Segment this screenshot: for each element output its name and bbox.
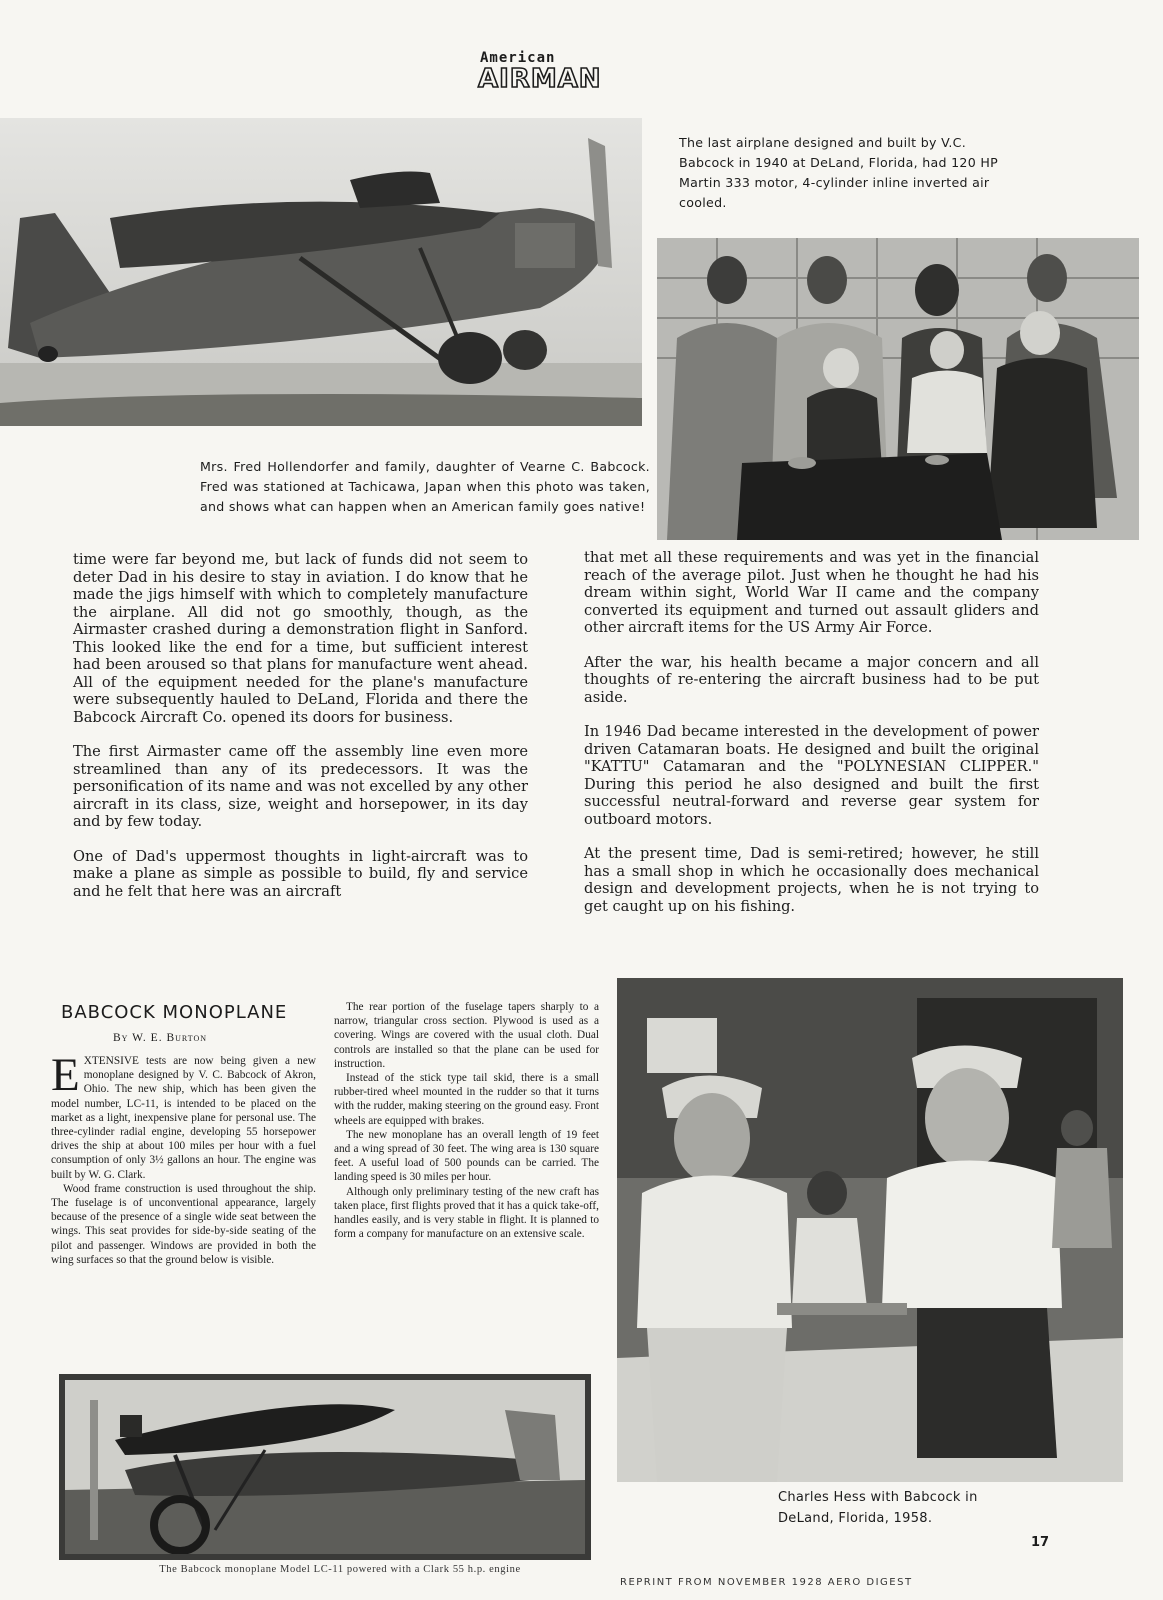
reprint-paragraph: Wood frame construction is used throughout the ship. The fuselage is of unconventional appearance, largely because of the presence of a single wide seat between the wings. This seat provides for side-by-side seating of the pilot and passenger. Windows are provided in both the wing surfaces so that the ground below is visible.: [51, 1182, 316, 1266]
reprint-paragraph: [51, 1049, 316, 1182]
reprint-paragraph: Although only preliminary testing of the new craft has taken place, first flights proved that it has a quick take-off, handles easily, and is very stable in flight. It is planned to form a company for manufacture on an extensive scale.: [334, 1185, 599, 1241]
caption-monoplane: The Babcock monoplane Model LC-11 powered with a Clark 55 h.p. engine: [159, 1564, 521, 1575]
reprint-column-right: [334, 1000, 599, 1241]
photo-hollendorfer-family: [657, 238, 1139, 540]
reprint-paragraph: The rear portion of the fuselage tapers sharply to a narrow, triangular cross section. Plywood is used as a covering. Wings are covered with the usual cloth. Dual controls are installed so that the plane can be used for instruction.: [334, 1001, 599, 1070]
article-paragraph: The first Airmaster came off the assembly line even more streamlined than any of its predecessors. It was the personification of its name and was not excelled by any other aircraft in its class, size, weight and horsepower, in its day and by few today.: [73, 743, 528, 830]
caption-last-airplane: The last airplane designed and built by V.C. Babcock in 1940 at DeLand, Florida, had 120 HP Martin 333 motor, 4-cylinder inline inverted air cooled.: [679, 135, 999, 210]
article-paragraph: After the war, his health became a major concern and all thoughts of re-entering the aircraft business had to be put aside.: [584, 653, 1039, 706]
article-paragraph: time were far beyond me, but lack of funds did not seem to deter Dad in his desire to stay in aviation. I do know that he made the jigs himself with which to completely manufacture the airplane. All did not go smoothly, though, as the Airmaster crashed during a demonstration flight in Sanford. This looked like the end for a time, but sufficient interest had been aroused so that plans for manufacture went ahead. All of the equipment needed for the plane's manufacture were subsequently hauled to DeLand, Florida and there the Babcock Aircraft Co. opened its doors for business.: [73, 551, 528, 726]
drop-cap: E: [51, 1049, 80, 1101]
article-column-left: [73, 551, 528, 917]
article-paragraph: At the present time, Dad is semi-retired; however, he still has a small shop in which he occasionally does mechanical design and development projects, when he is not trying to get caught up on his fishing.: [584, 845, 1039, 915]
reprint-column-left: [51, 1049, 316, 1267]
photo-babcock-1940-airplane: [0, 118, 642, 426]
page-number: 17: [1031, 1535, 1050, 1550]
photo-babcock-monoplane-lc11: [59, 1374, 591, 1560]
article-paragraph: In 1946 Dad became interested in the development of power driven Catamaran boats. He designed and built the original "KATTU" Catamaran and the "POLYNESIAN CLIPPER." During this period he also designed and built the first successful neutral-forward and reverse gear system for outboard motors.: [584, 723, 1039, 828]
reprint-paragraph: Instead of the stick type tail skid, there is a small rubber-tired wheel mounted in the rudder so that it turns with the rudder, making steering on the ground easy. Front wheels are equipped with brakes.: [334, 1072, 599, 1127]
photo-hess-with-babcock: [617, 978, 1123, 1482]
masthead-logo: [478, 50, 638, 106]
article-column-right: [584, 549, 1039, 932]
reprint-byline: By W. E. Burton: [113, 1032, 208, 1044]
caption-hess: Charles Hess with Babcock in DeLand, Florida, 1958.: [778, 1490, 978, 1526]
reprint-source-footer: REPRINT FROM NOVEMBER 1928 AERO DIGEST: [620, 1577, 913, 1588]
reprint-paragraph-text: XTENSIVE tests are now being given a new monoplane designed by V. C. Babcock of Akron, Ohio. The new ship, which has been given the model number, LC-11, is intended to be placed on the market as a light, inexpensive plane for personal use. The three-cylinder radial engine, developing 55 horsepower drives the ship at about 100 miles per hour with a fuel consumption of only 3½ gallons an hour. The engine was built by W. G. Clark.: [51, 1055, 316, 1181]
caption-family: Mrs. Fred Hollendorfer and family, daughter of Vearne C. Babcock. Fred was stationed at Tachicawa, Japan when this photo was taken, and shows what can happen when an American family goes native!: [200, 459, 650, 514]
masthead-top-text: American: [480, 50, 556, 66]
masthead-main-text: AIRMAN: [478, 64, 602, 94]
article-paragraph: One of Dad's uppermost thoughts in light-aircraft was to make a plane as simple as possible to build, fly and service and he felt that here was an aircraft: [73, 847, 528, 900]
article-paragraph: that met all these requirements and was yet in the financial reach of the average pilot. Just when he thought he had his dream within sight, World War II came and the company converted its equipment and turned out assault gliders and other aircraft items for the US Army Air Force.: [584, 549, 1039, 636]
reprint-paragraph: The new monoplane has an overall length of 19 feet and a wing spread of 30 feet. The wing area is 130 square feet. A useful load of 500 pounds can be carried. The landing speed is 30 miles per hour.: [334, 1128, 599, 1184]
reprint-title: BABCOCK MONOPLANE: [61, 1002, 288, 1023]
